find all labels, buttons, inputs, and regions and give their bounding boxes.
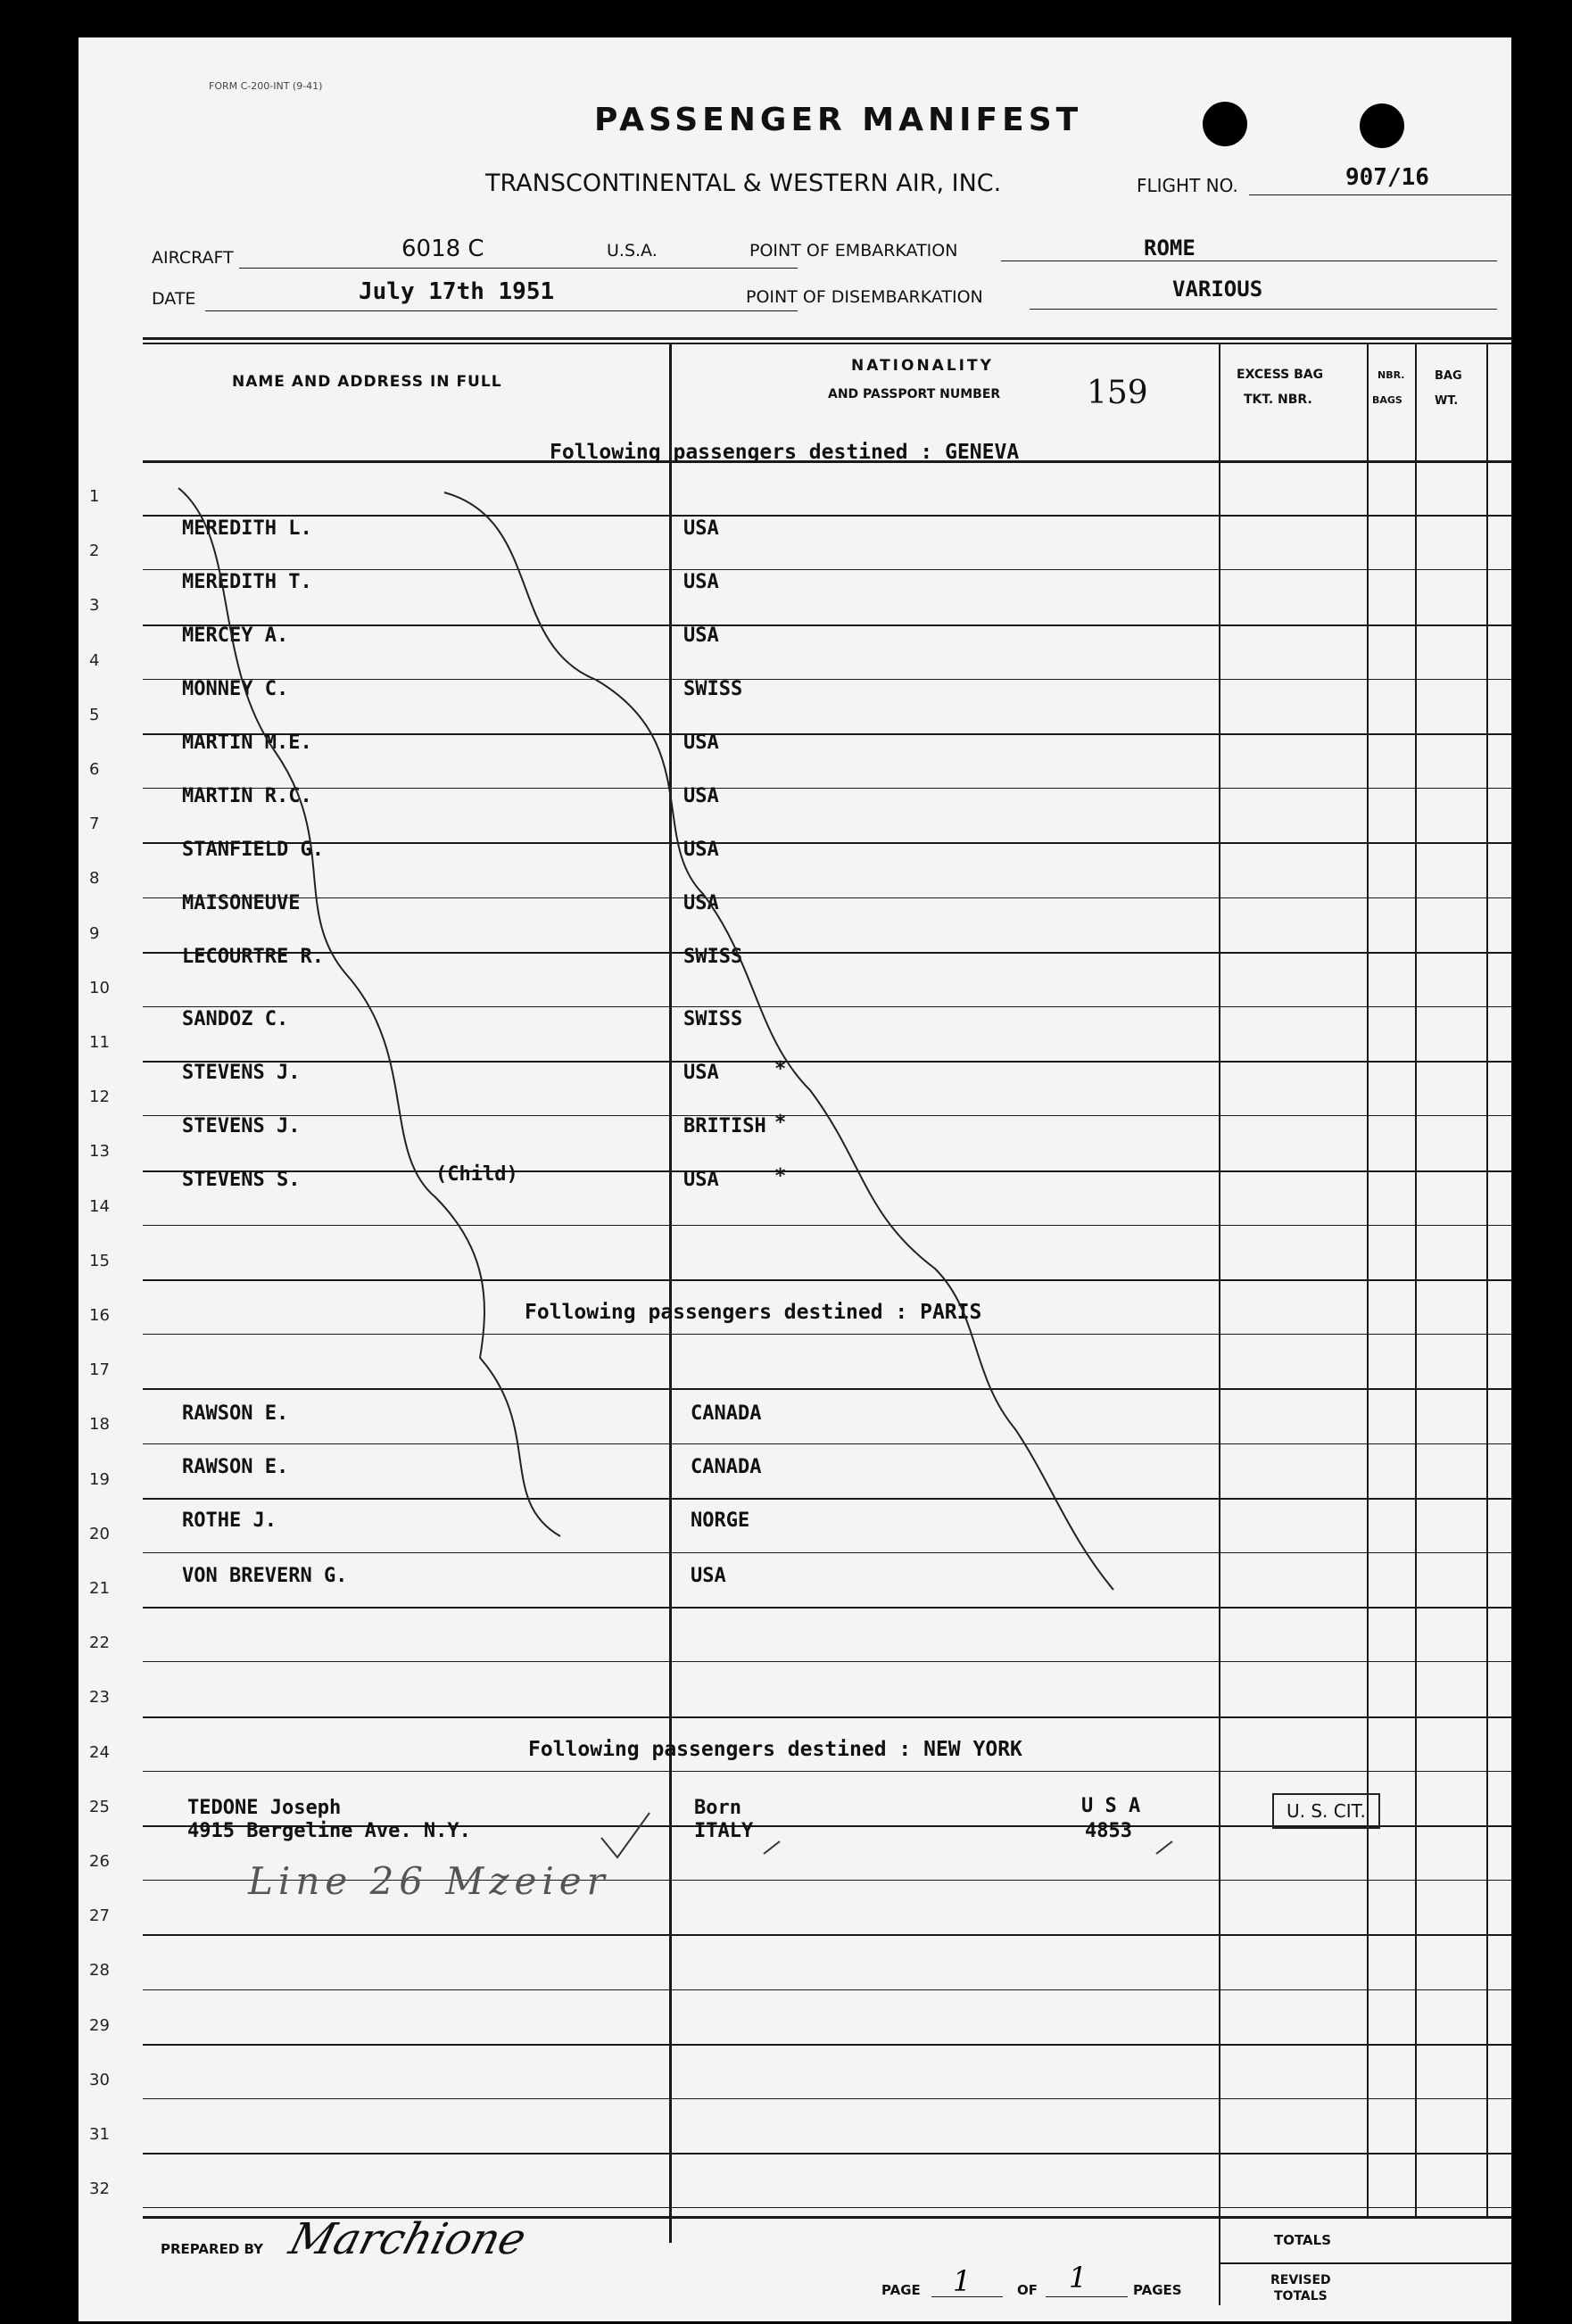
row-number: 27: [89, 1906, 110, 1926]
handwritten-annotation: Line 26 Mzeier: [248, 1859, 610, 1903]
passenger-nationality: USA: [683, 785, 719, 807]
row-number: 3: [89, 596, 100, 616]
totals-label: TOTALS: [1274, 2232, 1332, 2248]
row-number: 22: [89, 1633, 110, 1653]
row-number: 18: [89, 1415, 110, 1435]
embark-value: ROME: [1144, 236, 1196, 261]
passenger-nationality: SWISS: [683, 946, 743, 968]
row-number: 7: [89, 815, 100, 834]
col-header-bag: BAG: [1435, 369, 1462, 383]
ny-passenger-name: TEDONE Joseph: [187, 1797, 342, 1819]
passenger-nationality: BRITISH: [683, 1115, 766, 1137]
destination-newyork: Following passengers destined : NEW YORK: [528, 1738, 1022, 1761]
passenger-name: RAWSON E.: [182, 1456, 289, 1478]
row-number: 15: [89, 1251, 110, 1270]
passenger-name: MONNEY C.: [182, 678, 289, 700]
passenger-name: MEREDITH T.: [182, 571, 312, 593]
disembark-label: POINT OF DISEMBARKATION: [746, 287, 983, 307]
passenger-nationality: CANADA: [691, 1402, 762, 1425]
form-number: FORM C-200-INT (9-41): [209, 80, 323, 92]
row-number: 30: [89, 2070, 110, 2089]
passenger-name: STEVENS J.: [182, 1062, 301, 1084]
airline-name: TRANSCONTINENTAL & WESTERN AIR, INC.: [485, 170, 1002, 197]
passenger-name: STANFIELD G.: [182, 839, 324, 861]
passenger-name: RAWSON E.: [182, 1402, 289, 1425]
passenger-nationality: NORGE: [691, 1509, 750, 1532]
prepared-by-label: PREPARED BY: [161, 2241, 263, 2257]
revised-totals-label: TOTALS: [1274, 2289, 1328, 2303]
aircraft-label: AIRCRAFT: [152, 248, 234, 268]
row-number: 1: [89, 487, 100, 506]
passenger-nationality: USA: [683, 517, 719, 540]
flight-label: FLIGHT NO.: [1137, 175, 1238, 196]
strike-through-line: [178, 488, 560, 1536]
row-number: 19: [89, 1469, 110, 1489]
destination-geneva: Following passengers destined : GENEVA: [550, 441, 1020, 464]
handwritten-tick: [1156, 1841, 1172, 1854]
row-number: 16: [89, 1306, 110, 1325]
passenger-nationality: USA: [683, 1062, 719, 1084]
row-number: 25: [89, 1797, 110, 1816]
row-number: 13: [89, 1142, 110, 1162]
row-number: 26: [89, 1852, 110, 1871]
passenger-name: MERCEY A.: [182, 624, 289, 647]
passenger-nationality: USA: [683, 892, 719, 914]
date-value: July 17th 1951: [359, 278, 555, 305]
ny-passenger-address: 4915 Bergeline Ave. N.Y.: [187, 1820, 471, 1842]
passenger-nationality: USA: [683, 1169, 719, 1191]
ny-born-label: Born: [694, 1797, 741, 1819]
passport-number-header: 159: [1087, 375, 1148, 411]
row-number: 11: [89, 1033, 110, 1052]
row-number: 8: [89, 869, 100, 889]
row-number: 12: [89, 1088, 110, 1107]
row-number: 2: [89, 542, 100, 561]
embark-label: POINT OF EMBARKATION: [749, 241, 958, 261]
passenger-mark: *: [774, 1058, 787, 1080]
col-header-nationality: NATIONALITY: [851, 357, 994, 375]
col-header-nbr: NBR.: [1378, 369, 1405, 381]
aircraft-country: U.S.A.: [607, 241, 658, 261]
of-label: OF: [1017, 2282, 1038, 2298]
passenger-nationality: USA: [683, 571, 719, 593]
ny-born-value: ITALY: [694, 1820, 754, 1842]
ny-passport: 4853: [1085, 1820, 1132, 1842]
flight-number: 907/16: [1345, 164, 1429, 191]
row-number: 17: [89, 1360, 110, 1380]
col-header-name: NAME AND ADDRESS IN FULL: [232, 373, 502, 391]
row-number: 32: [89, 2179, 110, 2199]
row-number: 4: [89, 650, 100, 670]
passenger-mark: *: [774, 1165, 787, 1187]
col-header-passport: AND PASSPORT NUMBER: [828, 387, 1001, 401]
disembark-value: VARIOUS: [1172, 277, 1263, 302]
row-number: 23: [89, 1688, 110, 1708]
row-number: 20: [89, 1524, 110, 1543]
passenger-note: (Child): [435, 1163, 518, 1186]
passenger-mark: *: [774, 1112, 787, 1134]
page-label: PAGE: [881, 2282, 921, 2298]
col-header-excess: TKT. NBR.: [1244, 393, 1312, 407]
destination-paris: Following passengers destined : PARIS: [525, 1301, 982, 1324]
row-number: 21: [89, 1579, 110, 1598]
passenger-name: SANDOZ C.: [182, 1008, 289, 1030]
row-number: 10: [89, 978, 110, 997]
passenger-nationality: USA: [683, 624, 719, 647]
passenger-name: MARTIN M.E.: [182, 732, 312, 754]
pages-label: PAGES: [1133, 2282, 1182, 2298]
passenger-nationality: CANADA: [691, 1456, 762, 1478]
total-pages: 1: [1069, 2261, 1088, 2295]
ny-nationality: U S A: [1081, 1795, 1141, 1817]
passenger-nationality: USA: [691, 1565, 726, 1587]
row-number: 9: [89, 923, 100, 943]
preparer-signature: Marchione: [284, 2214, 532, 2264]
row-number: 29: [89, 2015, 110, 2035]
strike-through-lines: [79, 37, 1511, 2321]
page-title: PASSENGER MANIFEST: [594, 102, 1083, 138]
row-number: 24: [89, 1742, 110, 1762]
strike-through-line: [444, 492, 1113, 1590]
passenger-name: MEREDITH L.: [182, 517, 312, 540]
manifest-sheet: [79, 37, 1511, 2321]
passenger-nationality: SWISS: [683, 1008, 743, 1030]
passenger-name: MARTIN R.C.: [182, 785, 312, 807]
handwritten-check-mark: [601, 1813, 649, 1857]
passenger-name: VON BREVERN G.: [182, 1565, 348, 1587]
row-number: 14: [89, 1196, 110, 1216]
passenger-name: MAISONEUVE: [182, 892, 301, 914]
row-number: 5: [89, 705, 100, 724]
row-number: 28: [89, 1961, 110, 1981]
passenger-name: LECOURTRE R.: [182, 946, 324, 968]
col-header-nbr: BAGS: [1372, 394, 1402, 406]
handwritten-tick: [764, 1841, 780, 1854]
revised-totals-label: REVISED: [1270, 2273, 1331, 2287]
page-number: 1: [953, 2264, 972, 2298]
row-number: 31: [89, 2125, 110, 2144]
passenger-nationality: SWISS: [683, 678, 743, 700]
passenger-nationality: USA: [683, 839, 719, 861]
us-citizen-stamp: U. S. CIT.: [1272, 1793, 1380, 1829]
col-header-excess: EXCESS BAG: [1237, 368, 1324, 382]
row-number: 6: [89, 760, 100, 779]
aircraft-value: 6018 C: [401, 236, 484, 262]
date-label: DATE: [152, 289, 196, 309]
passenger-name: STEVENS J.: [182, 1115, 301, 1137]
passenger-name: STEVENS S.: [182, 1169, 301, 1191]
passenger-name: ROTHE J.: [182, 1509, 277, 1532]
passenger-nationality: USA: [683, 732, 719, 754]
col-header-bag: WT.: [1435, 394, 1459, 408]
